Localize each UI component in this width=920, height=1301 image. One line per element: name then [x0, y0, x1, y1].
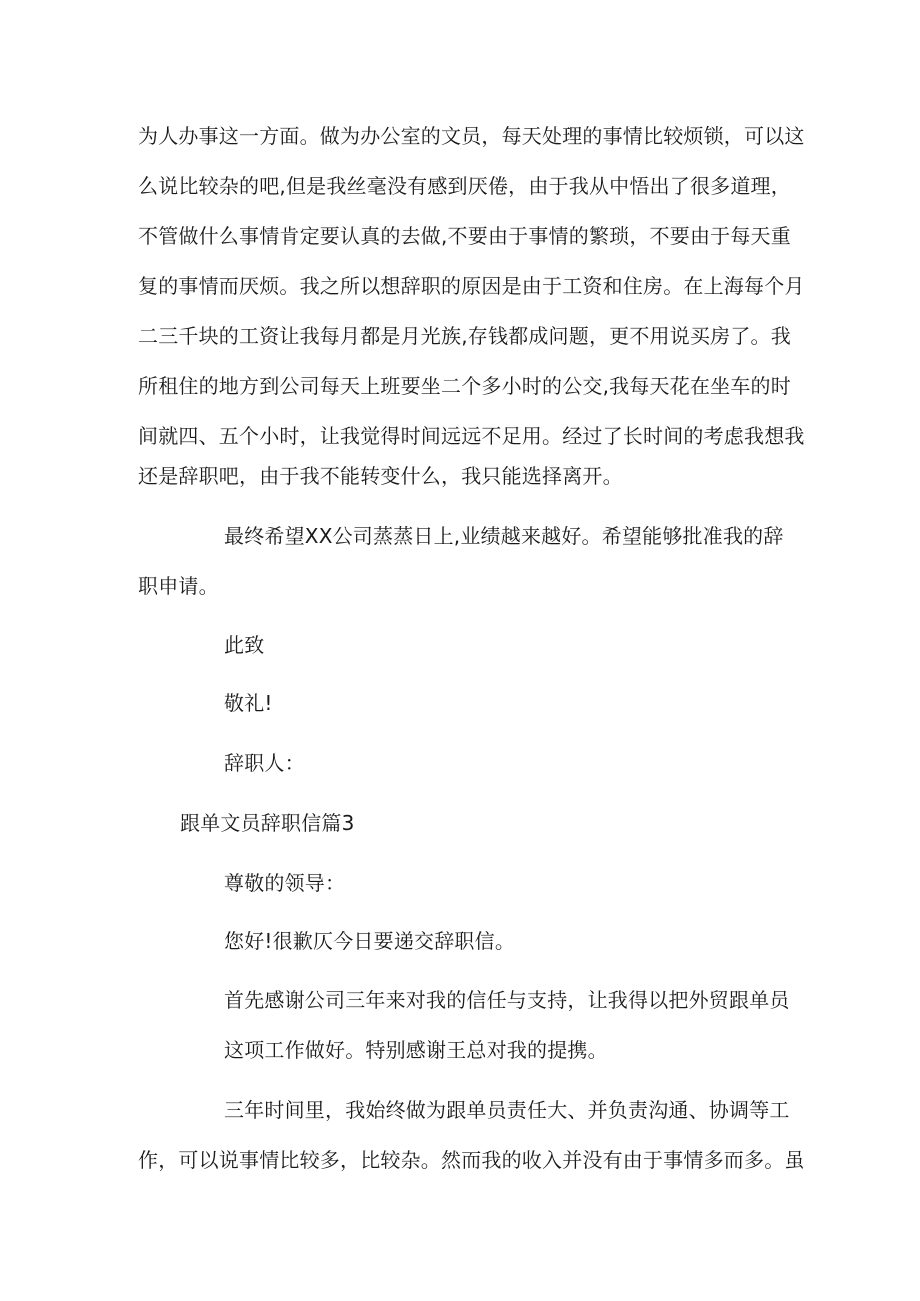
closing-line-1: 此致	[224, 633, 265, 657]
signer-label: 辞职人：	[224, 751, 305, 775]
para4-line-1: 三年时间里，我始终做为跟单员责任大、并负责沟通、协调等工	[224, 1098, 790, 1122]
closing-line-2: 敬礼!	[224, 691, 273, 715]
para1-line-3: 不管做什么事情肯定要认真的去做,不要由于事情的繁琐，不要由于每天重	[138, 224, 791, 248]
para1-line-7: 间就四、五个小时，让我觉得时间远远不足用。经过了长时间的考虑我想我	[138, 424, 805, 448]
para1-line-6: 所租住的地方到公司每天上班要坐二个多小时的公交,我每天花在坐车的时	[138, 374, 791, 398]
greeting: 您好!很歉仄今日要递交辞职信。	[224, 929, 516, 953]
para1-line-4: 复的事情而厌烦。我之所以想辞职的原因是由于工资和住房。在上海每个月	[138, 274, 805, 298]
salutation: 尊敬的领导：	[224, 871, 346, 895]
para2-line-1: 最终希望XX公司蒸蒸日上,业绩越来越好。希望能够批准我的辞	[224, 524, 784, 548]
para1-line-5: 二三千块的工资让我每月都是月光族,存钱都成问题，更不用说买房了。我	[138, 324, 791, 348]
section-heading: 跟单文员辞职信篇3	[180, 811, 355, 835]
para1-line-8: 还是辞职吧，由于我不能转变什么，我只能选择离开。	[138, 464, 623, 488]
para4-line-2: 作，可以说事情比较多，比较杂。然而我的收入并没有由于事情多而多。虽	[138, 1148, 805, 1172]
para3-line-1: 首先感谢公司三年来对我的信任与支持，让我得以把外贸跟单员	[224, 988, 790, 1012]
para2-line-2: 职申请。	[138, 574, 219, 598]
para3-line-2: 这项工作做好。特别感谢王总对我的提携。	[224, 1038, 608, 1062]
para1-line-2: 么说比较杂的吧,但是我丝毫没有感到厌倦，由于我从中悟出了很多道理，	[138, 174, 791, 198]
para1-line-1: 为人办事这一方面。做为办公室的文员，每天处理的事情比较烦锁，可以这	[138, 124, 805, 148]
